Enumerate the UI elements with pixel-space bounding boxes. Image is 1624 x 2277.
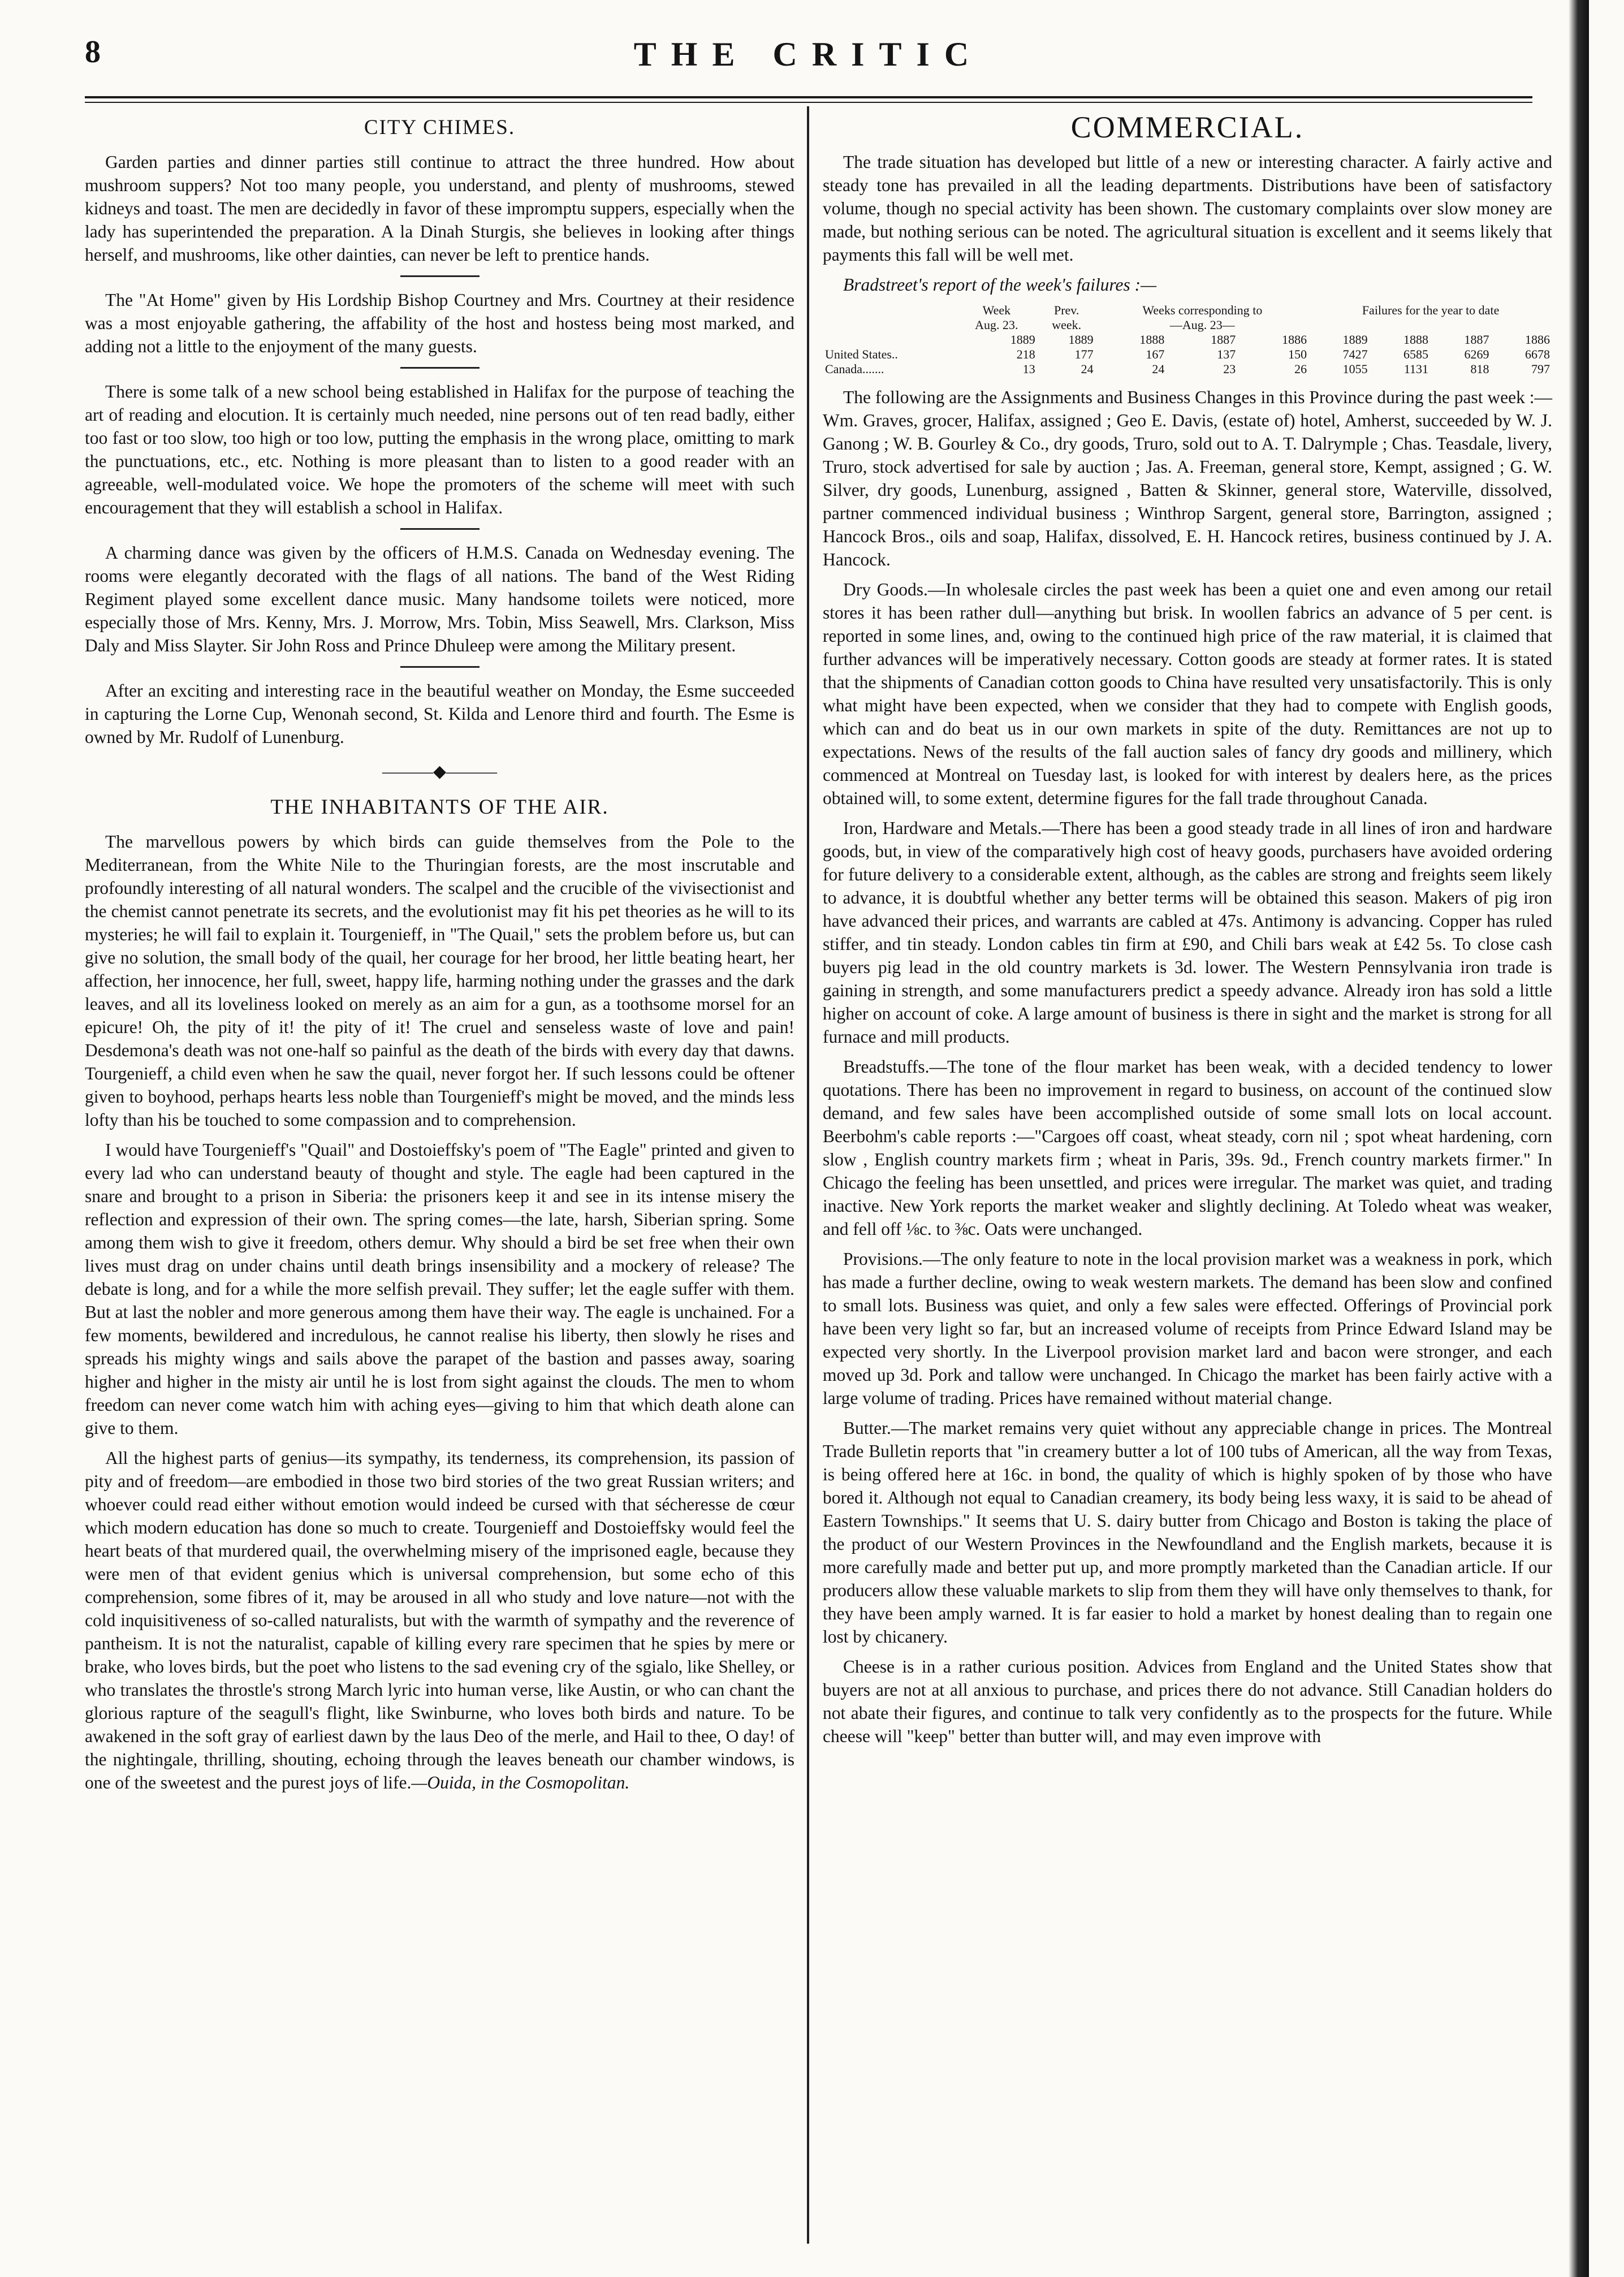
table-subheader: —Aug. 23— xyxy=(1169,318,1235,332)
section-title-commercial: COMMERCIAL. xyxy=(1070,110,1305,144)
table-cell: 24 xyxy=(1081,362,1094,376)
paragraph: The marvellous powers by which birds can guide themselves from the Pole to the Mediterranean, from the White Nile to the Thuringian forests, are the most inscrutable and profoundly interesting of all natural wonders. The scalpel and the crucible of the vivisectionist and the chemist cannot penetrate its secrets, and the evolutionist may fit his pet theories as he will to its mysteries; he will fail to explain it. Tourgenieff, in "The Quail," sets the problem before us, but can give no solution, the small body of the quail, her courage for her brood, her little beating heart, her affection, her innocence, her full, sweet, happy life, harming nothing under the grasses and the dark leaves, and all its loveliness looked on merely as an aim for a gun, as a toothsome morsel for an epicure! Oh, the pity of it! the pity of it! The cruel and senseless waste of love and pain! Desdemona's death was not one-half so painful as the death of the birds with every day that dawns. Tourgenieff, a child even when he saw the quail, never forgot her. If such lessons could be oftener given to boyhood, perhaps hearts less noble than Tourgenieff's might be moved, and the minds less lofty than his be touched to some compassion and to comprehension. xyxy=(85,832,794,1130)
table-subheader: week. xyxy=(1052,318,1082,332)
paragraph: After an exciting and interesting race in the beautiful weather on Monday, the Esme succeeded in capturing the Lorne Cup, Wenonah second, St. Kilda and Lenore third and fourth. The Esme is owned by Mr. Rudolf of Lunenburg. xyxy=(85,681,794,747)
header-rule-bottom xyxy=(85,102,1532,103)
year-cell: 1889 xyxy=(1068,332,1094,347)
table-cell: 26 xyxy=(1294,362,1307,376)
table-cell: 24 xyxy=(1152,362,1165,376)
table-cell: 150 xyxy=(1288,347,1307,361)
year-cell: 1887 xyxy=(1464,332,1489,347)
paragraph: Cheese is in a rather curious position. Advices from England and the United States show that buyers are not at all anxious to purchase, and prices there do not advance. Still Canadian holders do not abate their figures, and continue to talk very confidently as to the prospects for the future. While cheese will "keep" better than butter will, and may even improve with xyxy=(823,1657,1552,1746)
table-cell: 167 xyxy=(1146,347,1165,361)
table-cell: 23 xyxy=(1223,362,1236,376)
city-chimes-section xyxy=(85,116,794,749)
inhabitants-section xyxy=(85,796,794,1794)
table-cell: 6269 xyxy=(1464,347,1489,361)
table-row xyxy=(823,362,1552,377)
table-cell: 218 xyxy=(1016,347,1035,361)
commercial-section xyxy=(823,110,1552,1748)
table-cell: 137 xyxy=(1217,347,1236,361)
paragraph: The "At Home" given by His Lordship Bishop Courtney and Mrs. Courtney at their residence was a most enjoyable gathering, the affability of the host and hostess being most marked, and adding not a little to the enjoyment of the many guests. xyxy=(85,290,794,356)
year-cell: 1888 xyxy=(1403,332,1429,347)
paragraph: Iron, Hardware and Metals.—There has been a good steady trade in all lines of iron and hardware goods, but, in view of the comparatively high cost of heavy goods, purchasers have avoided ordering for future delivery to a considerable extent, although, as the cables are strong and freights seem likely to advance, it is doubtful whether any better terms will be obtained this season. Makers of pig iron have advanced their prices, and warrants are cabled at 47s. Antimony is advancing. Copper has ruled stiffer, and tin steady. London cables tin firm at £90, and Chili bars weak at £42 5s. To close cash buyers pig lead in the old country markets is 3d. lower. The Western Pennsylvania iron trade is gaining in strength, and some manufacturers predict a speedy advance. Already iron has sold a little higher on account of coke. A large amount of business is there in sight and the market is strong for all furnace and mill products. xyxy=(823,818,1552,1047)
table-cell: 6678 xyxy=(1525,347,1550,361)
table-header-row xyxy=(823,303,1552,318)
table-row xyxy=(823,347,1552,362)
paragraph: There is some talk of a new school being established in Halifax for the purpose of teaching the art of reading and elocution. It is certainly much needed, nine persons out of ten read badly, either too fast or too slow, too high or too low, putting the emphasis in the wrong place, omitting to mark the punctuations, etc., etc. Nothing is more pleasant than to listen to a good reader with an agreeable, well-modulated voice. We hope the promoters of the scheme will meet with such encouragement that they will establish a school in Halifax. xyxy=(85,382,794,517)
paragraph: Dry Goods.—In wholesale circles the past week has been a quiet one and even among our retail stores it has been rather dull—anything but brisk. In woollen fabrics an advance of 5 per cent. is reported in some lines, and, owing to the continued high price of the raw material, it is claimed that further advances will be imperatively necessary. Cotton goods are steady at former rates. It is stated that the shipments of Canadian cotton goods to China have resulted very unsatisfactorily. This is only what might have been expected, when we consider that they had to compete with English goods, which can and do beat us in our own markets in spite of the duty. Remittances are not up to expectations. News of the results of the fall auction sales of fancy dry goods and millinery, which commenced at Montreal on Tuesday last, is looked for with interest by dealers here, as the prices obtained will, to some extent, determine figures for the fall trade throughout Canada. xyxy=(823,580,1552,808)
column-divider xyxy=(807,106,809,2244)
separator xyxy=(400,528,480,530)
table-cell: 6585 xyxy=(1403,347,1429,361)
section-title-city-chimes: CITY CHIMES. xyxy=(364,116,516,139)
header-rule-top xyxy=(85,96,1532,98)
bradstreet-intro: Bradstreet's report of the week's failures :— xyxy=(843,275,1157,295)
table-years-row xyxy=(823,332,1552,347)
table-subheader: Aug. 23. xyxy=(975,318,1018,332)
year-cell: 1886 xyxy=(1282,332,1307,347)
table-header: Prev. xyxy=(1053,303,1079,317)
right-column xyxy=(823,110,1552,1755)
ornament-divider: ———◆——— xyxy=(382,762,498,781)
paragraph: Breadstuffs.—The tone of the flour market has been weak, with a decided tendency to lower quotations. There has been no improvement in regard to business, on account of the continued slow demand, and few sales have been accomplished outside of some small lots on local account. Beerbohm's cable reports :—"Cargoes off coast, wheat steady, corn nil ; spot wheat hardening, corn slow , English country markets firm ; wheat in Paris, 39s. 9d., French country markets firmer." In Chicago the feeling has been unsettled, and prices were irregular. The market was quiet, and trading inactive. New York reports the market weaker and slightly declining. At Toledo wheat was weaker, and fell off ⅛c. to ⅜c. Oats were unchanged. xyxy=(823,1057,1552,1239)
left-column xyxy=(85,110,794,1801)
paragraph xyxy=(85,1446,794,1794)
paragraph: A charming dance was given by the officers of H.M.S. Canada on Wednesday evening. The rooms were elegantly decorated with the flags of all nations. The band of the West Riding Regiment played some excellent dance music. Many handsome toilets were noticed, more especially those of Mrs. Kenny, Mrs. J. Morrow, Mrs. Tobin, Miss Seawell, Mrs. Clarkson, Miss Daly and Miss Slayter. Sir John Ross and Prince Dhuleep were among the Military present. xyxy=(85,543,794,655)
page-number: 8 xyxy=(85,34,101,70)
table-header: Weeks corresponding to xyxy=(1142,303,1263,317)
row-label: Canada....... xyxy=(825,362,884,376)
paragraph-text: All the highest parts of genius—its sympathy, its tenderness, its comprehension, its passion of pity and of freedom—are embodied in those two bird stories of the two great Russian writers; and whoever could read either without emotion would indeed be cursed with that sécheresse de cœur which modern education has done so much to create. Tourgenieff and Dostoieffsky would feel the heart beats of that murdered quail, the overwhelming misery of the imprisoned eagle, because they were men of that evident genius which is universal comprehension, but some echo of this comprehension, some fibres of it, may be aroused in all who study and love nature—not with the cold inquisitiveness of so-called naturalists, but with the warmth of sympathy and the reverence of pantheism. It is not the naturalist, capable of killing every rare specimen that he spies by mere or brake, who loves birds, but the poet who listens to the sad evening cry of the sgialo, like Shelley, or who translates the throstle's strong March lyric into human verse, like Austin, or who can chant the glorious rapture of the seagull's flight, like Swinburne, who loves both birds and nature. To be awakened in the soft gray of earliest dawn by the laus Deo of the merle, and Hail to thee, O day! of the nightingale, thrilling, shouting, echoing through the leaves beneath our chamber windows, is one of the sweetest and the purest joys of life. xyxy=(85,1448,794,1792)
table-header: Week xyxy=(982,303,1011,317)
paragraph: Provisions.—The only feature to note in the local provision market was a weakness in pork, which has made a further decline, owing to weak western markets. The demand has been slow and confined to small lots. Business was quiet, and only a few sales were effected. Offerings of Provincial pork have been very light so far, but an increased volume of receipts from Prince Edward Island may be expected very shortly. In the Liverpool provision market lard and bacon were stronger, and each moved up 3d. Pork and tallow were unchanged. In Chicago the market has been fairly active with a large volume of trading. Prices have remained without material change. xyxy=(823,1249,1552,1408)
table-cell: 177 xyxy=(1074,347,1094,361)
table-cell: 1055 xyxy=(1342,362,1368,376)
separator xyxy=(400,666,480,668)
separator xyxy=(400,275,480,277)
paragraph: The following are the Assignments and Business Changes in this Province during the past week :—Wm. Graves, grocer, Halifax, assigned ; Geo E. Davis, (estate of) hotel, Amherst, succeeded by W. J. Ganong ; W. B. Gourley & Co., dry goods, Truro, sold out to A. T. Dalrymple ; Chas. Teasdale, livery, Truro, stock advertised for sale by auction ; Jas. A. Freeman, general store, Kempt, assigned ; G. W. Silver, dry goods, Lunenburg, assigned , Batten & Skinner, general store, Waterville, dissolved, partner commenced individual business ; Winthrop Sargent, general store, Barrington, assigned ; Hancock Bros., oils and soap, Halifax, dissolved, E. H. Hancock retires, business continued by J. A. Hancock. xyxy=(823,387,1552,569)
separator xyxy=(400,367,480,369)
table-cell: 13 xyxy=(1022,362,1035,376)
year-cell: 1887 xyxy=(1211,332,1236,347)
page-header xyxy=(85,34,1532,96)
paragraph: Butter.—The market remains very quiet without any appreciable change in prices. The Montreal Trade Bulletin reports that "in creamery butter a lot of 100 tubs of American, all the way from Texas, is being offered here at 16c. in bond, the quality of which is highly spoken of by those who have bored it. Although not equal to Canadian creamery, its body being less waxy, it is said to be ahead of Eastern Townships." It seems that U. S. dairy butter from Chicago and Boston is taking the place of the product of our Western Provinces in the Newfoundland and the English markets, because it is more carefully made and better put up, and more promptly marketed than the Canadian article. If our producers allow these valuable markets to slip from them they will have only themselves to thank, for they have been amply warned. It is far easier to hold a market by honest dealing than to regain one lost by chicanery. xyxy=(823,1418,1552,1647)
table-cell: 797 xyxy=(1531,362,1550,376)
table-cell: 1131 xyxy=(1403,362,1429,376)
paragraph: The trade situation has developed but little of a new or interesting character. A fairly active and steady tone has prevailed in all the leading departments. Distributions have been of satisfactory volume, though no special activity has been shown. The customary complaints over slow money are made, but nothing serious can be noted. The agricultural situation is excellent and it seems likely that payments this fall will be well met. xyxy=(823,152,1552,265)
section-title-inhabitants: THE INHABITANTS OF THE AIR. xyxy=(270,796,609,819)
failures-table xyxy=(823,303,1552,377)
year-cell: 1888 xyxy=(1139,332,1165,347)
table-cell: 7427 xyxy=(1342,347,1368,361)
paragraph: I would have Tourgenieff's "Quail" and Dostoieffsky's poem of "The Eagle" printed and given to every lad who can understand beauty of thought and style. The eagle had been captured in the snare and brought to a prison in Siberia: the prisoners keep it and see in its intense misery the reflection and expression of their own. The spring comes—the late, harsh, Siberian spring. Some among them wish to give it freedom, others demur. Why should a bird be set free when their own lives must drag on under chains until death brings insensibility and a mockery of release? The debate is long, and for a while the more selfish prevail. They suffer; let the eagle suffer with them. But at last the nobler and more generous among them have their way. The eagle is unchained. For a few moments, bewildered and incredulous, he cannot realise his liberty, then slowly he rises and spreads his mighty wings and sails above the parapet of the bastion and passes away, soaring higher and higher in the misty air until he is lost from sight against the clouds. The men to whom freedom can never come watch him with aching eyes—giving to him that which death alone can give to them. xyxy=(85,1140,794,1438)
masthead: THE CRITIC xyxy=(633,36,984,73)
table-cell: 818 xyxy=(1470,362,1489,376)
row-label: United States.. xyxy=(825,347,898,361)
table-header: Failures for the year to date xyxy=(1362,303,1500,317)
paragraph: Garden parties and dinner parties still continue to attract the three hundred. How about mushroom suppers? Not too many people, you understand, and plenty of mushrooms, stewed kidneys and toast. The men are decidedly in favor of these impromptu suppers, especially when the lady has superintended the preparation. A la Dinah Sturgis, she believes in looking after things herself, and mushrooms, like other dainties, can never be left to prentice hands. xyxy=(85,152,794,265)
year-cell: 1886 xyxy=(1525,332,1550,347)
table-subheader-row xyxy=(823,318,1552,332)
article-signature: —Ouida, in the Cosmopolitan. xyxy=(411,1773,630,1792)
year-cell: 1889 xyxy=(1010,332,1035,347)
year-cell: 1889 xyxy=(1342,332,1368,347)
page-binding-edge xyxy=(1569,0,1589,2277)
